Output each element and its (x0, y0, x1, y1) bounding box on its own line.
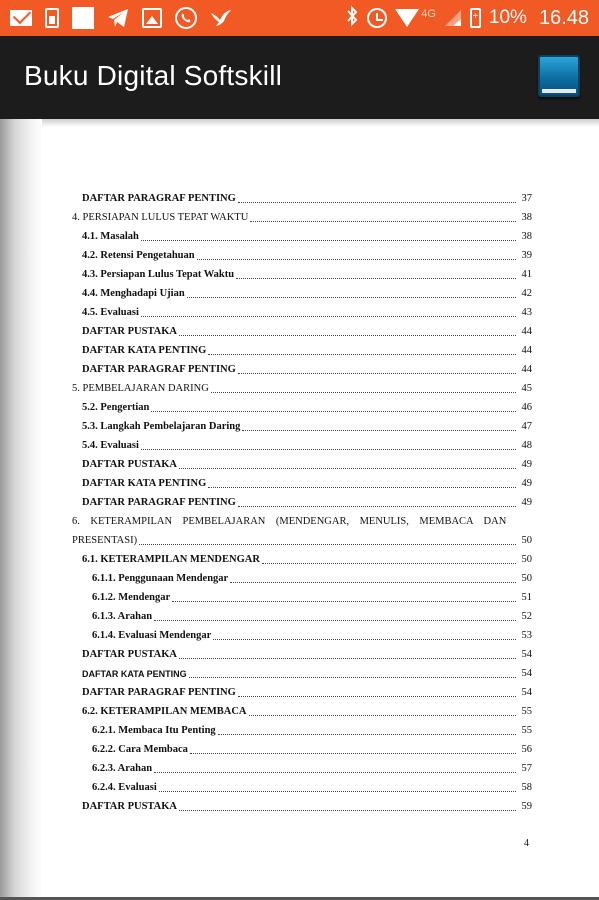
toc-leader-dots (236, 278, 516, 279)
toc-leader-dots (230, 582, 516, 583)
network-type: 4G (421, 8, 436, 20)
toc-leader-dots (208, 487, 516, 488)
book-icon[interactable] (538, 55, 580, 97)
toc-page-number: 38 (521, 231, 532, 242)
clock: 16.48 (538, 6, 589, 29)
toc-row (0, 590, 599, 606)
toc-leader-dots (262, 563, 516, 564)
toc-page-number: 45 (521, 383, 532, 394)
toc-page-number: 49 (521, 459, 532, 470)
notification-icons (10, 6, 232, 30)
system-icons (345, 6, 589, 30)
toc-leader-dots (190, 753, 516, 754)
toc-page-number: 59 (521, 801, 532, 812)
battery-percent: 10% (488, 7, 527, 28)
toc-leader-dots (151, 411, 516, 412)
toc-label: DAFTAR KATA PENTING (82, 345, 207, 356)
toc-leader-dots (154, 772, 516, 773)
toc-leader-dots (238, 202, 516, 203)
toc-label: PRESENTASI) (72, 535, 138, 546)
bluetooth-icon (345, 5, 359, 32)
toc-page-number: 44 (521, 364, 532, 375)
toc-label: 4.3. Persiapan Lulus Tepat Waktu (82, 269, 235, 280)
toc-label: 6.2.1. Membaca Itu Penting (92, 725, 216, 736)
toc-page-number: 44 (521, 326, 532, 337)
toc-row (0, 533, 599, 549)
toc-page-number: 51 (521, 592, 532, 603)
wifi-icon (395, 9, 419, 27)
toc-row (0, 362, 599, 378)
square-icon (72, 7, 94, 29)
toc-leader-dots (197, 259, 516, 260)
image-icon (142, 8, 162, 28)
toc-page-number: 52 (521, 611, 532, 622)
bird-icon (210, 9, 232, 27)
toc-page-number: 57 (521, 763, 532, 774)
toc-label: DAFTAR PUSTAKA (82, 649, 177, 660)
toc-label: 6.1.4. Evaluasi Mendengar (92, 630, 212, 641)
mail-icon (10, 10, 32, 26)
app-title: Buku Digital Softskill (24, 60, 283, 91)
toc-row (0, 457, 599, 473)
toc-row (0, 704, 599, 720)
toc-leader-dots (238, 696, 516, 697)
toc-page-number: 43 (521, 307, 532, 318)
toc-label: 6.2.2. Cara Membaca (92, 744, 188, 755)
toc-row (0, 609, 599, 625)
toc-leader-dots (141, 316, 516, 317)
toc-label: 6.1. KETERAMPILAN MENDENGAR (82, 554, 260, 565)
battery-icon (470, 8, 481, 28)
toc-row (0, 666, 599, 682)
toc-leader-dots (141, 449, 516, 450)
toc-page-number: 50 (521, 554, 532, 565)
toc-label: DAFTAR KATA PENTING (82, 478, 207, 489)
alarm-icon (367, 8, 387, 28)
toc-page-number: 55 (521, 706, 532, 717)
toc-row (0, 286, 599, 302)
toc-row (0, 495, 599, 511)
toc-leader-dots (141, 240, 516, 241)
toc-label: 4.4. Menghadapi Ujian (82, 288, 185, 299)
toc-row (0, 571, 599, 587)
toc-label: 4.1. Masalah (82, 231, 139, 242)
toc-label: 6.2.3. Arahan (92, 763, 153, 774)
toc-row (0, 267, 599, 283)
toc-leader-dots (213, 639, 516, 640)
telegram-icon (107, 8, 129, 28)
toc-row (0, 799, 599, 815)
toc-page-number: 49 (521, 478, 532, 489)
whatsapp-icon (175, 7, 197, 29)
toc-page-number: 44 (521, 345, 532, 356)
toc-label: DAFTAR PARAGRAF PENTING (82, 687, 236, 698)
toc-row (0, 343, 599, 359)
toc-label: 5.2. Pengertian (82, 402, 150, 413)
toc-leader-dots (179, 335, 516, 336)
toc-row (0, 400, 599, 416)
toc-label: 4.2. Retensi Pengetahuan (82, 250, 195, 261)
toc-page-number: 50 (521, 535, 532, 546)
toc-leader-dots (211, 392, 516, 393)
toc-row (0, 438, 599, 454)
toc-leader-dots (139, 544, 516, 545)
page-number: 4 (524, 838, 529, 849)
toc-page-number: 46 (521, 402, 532, 413)
toc-row (0, 324, 599, 340)
toc-leader-dots (179, 810, 516, 811)
toc-label: 6.2.4. Evaluasi (92, 782, 157, 793)
toc-page-number: 39 (521, 250, 532, 261)
toc-page-number: 54 (521, 649, 532, 660)
toc-row (0, 685, 599, 701)
status-bar (0, 0, 599, 36)
toc-leader-dots (159, 791, 516, 792)
toc-label: 4.5. Evaluasi (82, 307, 139, 318)
toc-label: 6. KETERAMPILAN PEMBELAJARAN (MENDENGAR, MENULIS, MEMBACA DAN (72, 516, 507, 527)
toc-leader-dots (208, 354, 516, 355)
toc-row (0, 248, 599, 264)
toc-leader-dots (250, 221, 516, 222)
toc-page-number: 37 (521, 193, 532, 204)
toc-label: DAFTAR PARAGRAF PENTING (82, 193, 236, 204)
toc-leader-dots (238, 506, 516, 507)
toc-label: 5.3. Langkah Pembelajaran Daring (82, 421, 241, 432)
toc-page-number: 47 (521, 421, 532, 432)
toc-row (0, 742, 599, 758)
toc-page-number: 42 (521, 288, 532, 299)
toc-label: 6.1.3. Arahan (92, 611, 153, 622)
toc-label: DAFTAR PUSTAKA (82, 459, 177, 470)
toc-row (0, 305, 599, 321)
toc-label: DAFTAR PARAGRAF PENTING (82, 497, 236, 508)
toc-leader-dots (242, 430, 516, 431)
toc-page-number: 48 (521, 440, 532, 451)
toc-row (0, 419, 599, 435)
toc-page-number: 50 (521, 573, 532, 584)
toc-leader-dots (249, 715, 516, 716)
toc-page-number: 54 (521, 687, 532, 698)
toc-label: 5.4. Evaluasi (82, 440, 139, 451)
toc-row (0, 210, 599, 226)
toc-label: 5. PEMBELAJARAN DARING (72, 383, 209, 394)
toc-leader-dots (218, 734, 516, 735)
toc-page-number: 41 (521, 269, 532, 280)
toc-row (0, 381, 599, 397)
page-top-shadow (0, 119, 599, 127)
toc-label: DAFTAR KATA PENTING (82, 669, 187, 679)
toc-page-number: 58 (521, 782, 532, 793)
signal-icon (444, 9, 462, 27)
pdf-page-viewer[interactable] (0, 119, 599, 900)
toc-label: DAFTAR PUSTAKA (82, 801, 177, 812)
toc-leader-dots (189, 677, 516, 678)
sim-icon (45, 8, 59, 28)
toc-row (0, 780, 599, 796)
toc-page-number: 55 (521, 725, 532, 736)
toc-page-number: 56 (521, 744, 532, 755)
toc-page-number: 49 (521, 497, 532, 508)
toc-label: 6.1.2. Mendengar (92, 592, 171, 603)
toc-label: DAFTAR PUSTAKA (82, 326, 177, 337)
toc-page-number: 53 (521, 630, 532, 641)
toc-row (0, 476, 599, 492)
toc-row (0, 514, 599, 530)
toc-leader-dots (154, 620, 516, 621)
toc-label: 6.2. KETERAMPILAN MEMBACA (82, 706, 247, 717)
toc-row (0, 761, 599, 777)
toc-label: 6.1.1. Penggunaan Mendengar (92, 573, 229, 584)
toc-leader-dots (172, 601, 516, 602)
toc-label: 4. PERSIAPAN LULUS TEPAT WAKTU (72, 212, 249, 223)
toc-row (0, 229, 599, 245)
toc-row (0, 552, 599, 568)
toc-leader-dots (238, 373, 516, 374)
toc-row (0, 647, 599, 663)
toc-row (0, 723, 599, 739)
app-bar (0, 36, 599, 119)
toc-leader-dots (179, 658, 516, 659)
toc-page-number: 38 (521, 212, 532, 223)
toc-leader-dots (179, 468, 516, 469)
toc-page-number: 54 (521, 668, 532, 679)
toc-leader-dots (187, 297, 516, 298)
toc-row (0, 628, 599, 644)
toc-row (0, 191, 599, 207)
toc-label: DAFTAR PARAGRAF PENTING (82, 364, 236, 375)
